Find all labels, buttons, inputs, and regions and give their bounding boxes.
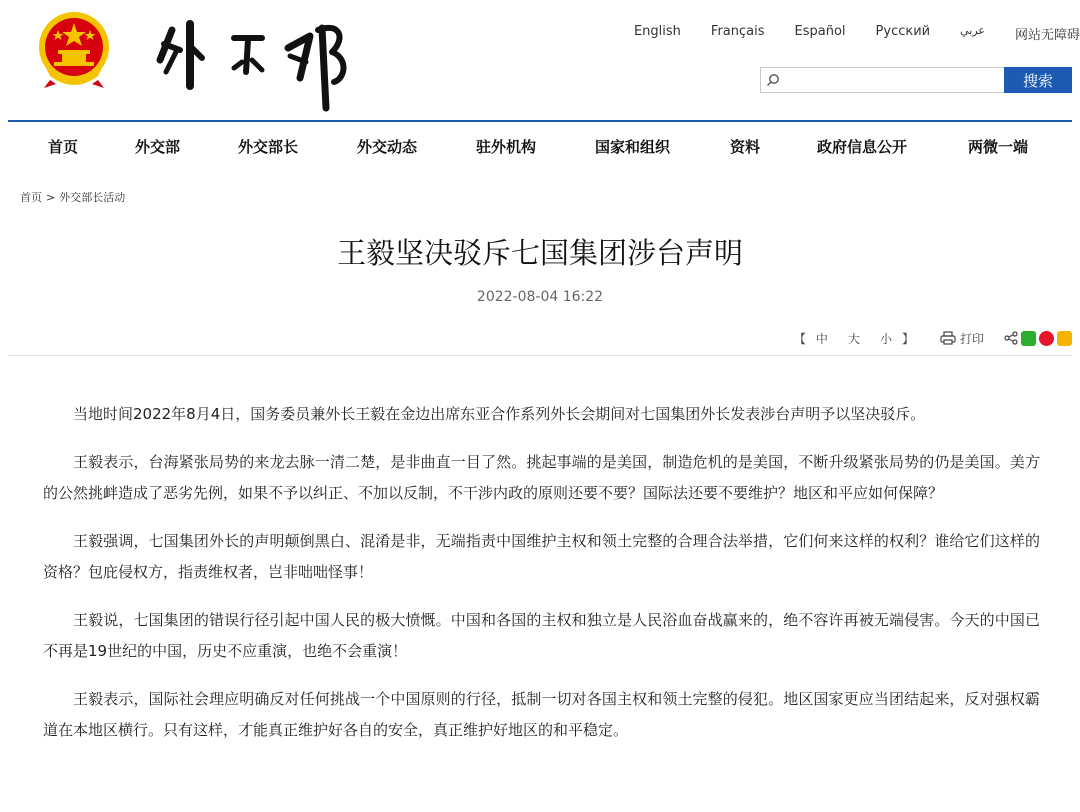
nav-weibo-wechat[interactable]: 两微一端 (968, 138, 1029, 156)
share-icon[interactable] (1004, 331, 1018, 345)
site-logo[interactable] (150, 8, 360, 112)
lang-french[interactable]: Français (710, 24, 765, 39)
breadcrumb-current[interactable]: 外交部长活动 (59, 191, 126, 204)
nav-missions-abroad[interactable]: 驻外机构 (476, 138, 537, 156)
search-button[interactable]: 搜索 (1004, 67, 1072, 93)
bracket-close: 】 (901, 331, 914, 346)
breadcrumb-home[interactable]: 首页 (20, 191, 42, 204)
article-paragraph: 当地时间2022年8月4日，国务委员兼外长王毅在金边出席东亚合作系列外长会期间对七国集团外长发表涉台声明予以坚决驳斥。 (73, 405, 926, 423)
share-group (1004, 331, 1072, 346)
print-label: 打印 (959, 331, 984, 346)
breadcrumb-separator: > (46, 191, 56, 204)
lang-arabic[interactable]: عربي (960, 24, 985, 37)
national-emblem-icon[interactable] (36, 10, 112, 90)
nav-mfa[interactable]: 外交部 (135, 138, 181, 156)
main-nav (8, 122, 1072, 168)
search-input[interactable] (785, 69, 1004, 91)
breadcrumb (20, 189, 125, 205)
nav-countries-organizations[interactable]: 国家和组织 (595, 138, 671, 156)
article-title: 王毅坚决驳斥七国集团涉台声明 (336, 236, 743, 270)
nav-resources[interactable]: 资料 (730, 138, 761, 156)
search-icon (761, 73, 785, 87)
article-divider (8, 355, 1072, 356)
font-size-controls (794, 330, 914, 347)
nav-home[interactable]: 首页 (48, 138, 79, 156)
printer-icon (940, 331, 956, 345)
article-paragraph: 王毅强调，七国集团外长的声明颠倒黑白、混淆是非，无端指责中国维护主权和领土完整的合理合法举措，它们何来这样的权利？谁给它们这样的资格？包庇侵权方，指责维权者，岂非咄咄怪事！ (43, 532, 1040, 581)
lang-english[interactable]: English (633, 24, 681, 39)
weibo-icon[interactable] (1039, 331, 1054, 346)
article-date: 2022-08-04 16:22 (476, 289, 604, 305)
article-paragraph: 王毅表示，台海紧张局势的来龙去脉一清二楚，是非曲直一目了然。挑起事端的是美国，制造危机的是美国，不断升级紧张局势的仍是美国。美方的公然挑衅造成了恶劣先例，如果不予以纠正、不加以反制，不干涉内政的原则还要不要？国际法还要不要维护？地区和平应如何保障？ (43, 453, 1040, 502)
article-body (43, 399, 1040, 763)
article-paragraph: 王毅表示，国际社会理应明确反对任何挑战一个中国原则的行径，抵制一切对各国主权和领土完整的侵犯。地区国家更应当团结起来，反对强权霸道在本地区横行。只有这样，才能真正维护好各自的安全，真正维护好地区的和平稳定。 (43, 690, 1040, 739)
lang-russian[interactable]: Русский (875, 24, 931, 39)
wechat-icon[interactable] (1021, 331, 1036, 346)
search-box (760, 67, 1072, 93)
article-paragraph: 王毅说，七国集团的错误行径引起中国人民的极大愤慨。中国和各国的主权和独立是人民浴血奋战赢来的，绝不容许再被无端侵害。今天的中国已不再是19世纪的中国，历史不应重演，也绝不会重演！ (43, 611, 1040, 660)
qzone-icon[interactable] (1057, 331, 1072, 346)
language-bar (604, 24, 1080, 43)
print-button[interactable] (940, 330, 984, 347)
bracket-open: 【 (793, 331, 806, 346)
font-size-medium[interactable]: 大 (847, 331, 860, 346)
lang-spanish[interactable]: Español (794, 24, 846, 39)
font-size-large[interactable]: 中 (815, 331, 828, 346)
nav-minister[interactable]: 外交部长 (238, 138, 299, 156)
accessibility-link[interactable]: 网站无障碍 (1014, 28, 1080, 43)
font-size-small[interactable]: 小 (879, 331, 892, 346)
nav-diplomatic-news[interactable]: 外交动态 (357, 138, 418, 156)
nav-government-info[interactable]: 政府信息公开 (817, 138, 908, 156)
site-header (0, 0, 1080, 120)
article-tools (794, 329, 1072, 347)
